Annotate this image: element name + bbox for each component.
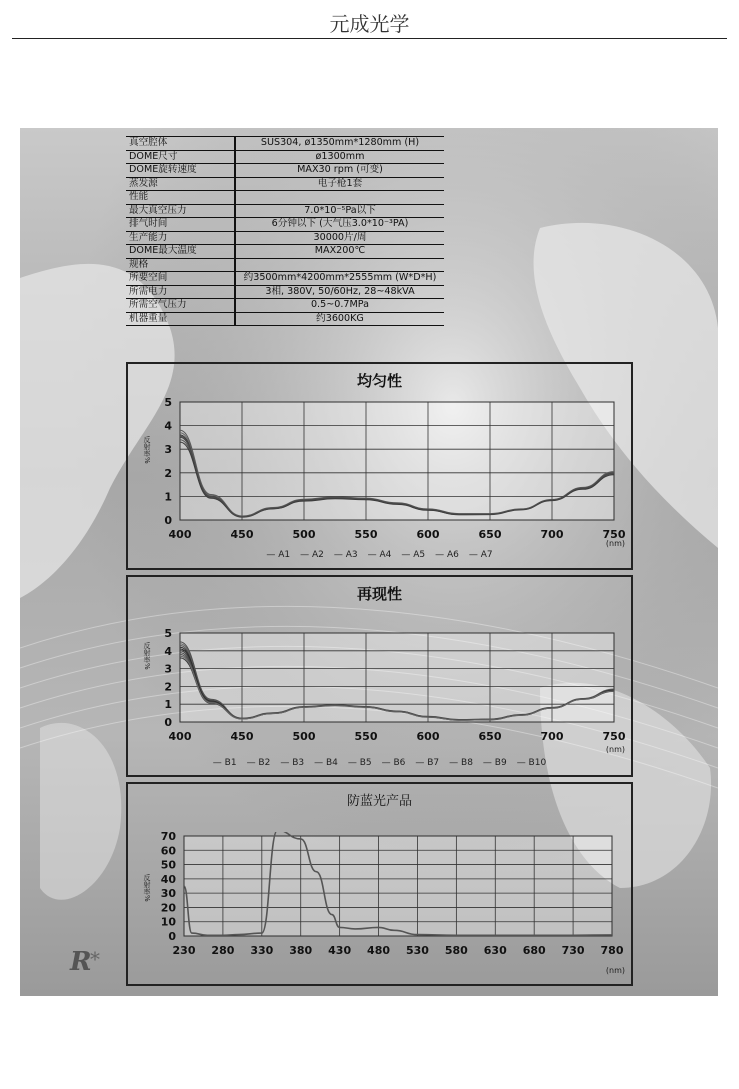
chart-panel-uniformity <box>126 362 633 570</box>
chart-unit: (nm) <box>605 745 625 754</box>
x-tick-label: 500 <box>292 730 316 743</box>
spec-key: 所需空气压力 <box>126 299 235 313</box>
x-tick-label: 430 <box>328 944 352 957</box>
table-row <box>126 177 444 191</box>
spec-key: 性能 <box>126 191 235 205</box>
y-tick-label: 0 <box>168 930 176 943</box>
spec-table <box>126 136 444 326</box>
chart-ylabel: 反射率% <box>143 436 151 464</box>
chart-ylabel: 反射率% <box>143 642 151 670</box>
x-tick-label: 750 <box>602 528 626 541</box>
x-tick-label: 550 <box>354 730 378 743</box>
y-tick-label: 20 <box>160 901 176 915</box>
chart-ylabel: 反射率% <box>143 874 151 902</box>
spec-value: 7.0*10⁻⁵Pa以下 <box>235 204 444 218</box>
spec-key: 机器重量 <box>126 312 235 326</box>
spec-key: 排气时间 <box>126 218 235 232</box>
spec-key: 蒸发源 <box>126 177 235 191</box>
chart-panel-reproducibility <box>126 575 633 777</box>
spec-value <box>235 191 444 205</box>
y-tick-label: 3 <box>164 443 172 457</box>
x-tick-label: 500 <box>292 528 316 541</box>
y-tick-label: 0 <box>164 716 172 729</box>
reproducibility-chart <box>128 577 631 775</box>
y-tick-label: 2 <box>164 466 172 480</box>
table-row <box>126 258 444 272</box>
table-row <box>126 231 444 245</box>
table-row <box>126 245 444 259</box>
table-row <box>126 299 444 313</box>
x-tick-label: 400 <box>168 528 192 541</box>
x-tick-label: 730 <box>561 944 585 957</box>
chart-title: 防蓝光产品 <box>346 794 412 809</box>
x-tick-label: 280 <box>211 944 235 957</box>
legend-item: — A1 <box>266 550 291 560</box>
spec-value: 约3600KG <box>235 312 444 326</box>
chart-legend <box>128 550 631 560</box>
spec-value: 30000片/周 <box>235 231 444 245</box>
y-tick-label: 1 <box>164 698 172 712</box>
spec-value: 3相, 380V, 50/60Hz, 28~48kVA <box>235 285 444 299</box>
spec-value: 0.5~0.7MPa <box>235 299 444 313</box>
spec-value: 6分钟以下 (大气压3.0*10⁻³PA) <box>235 218 444 232</box>
x-tick-label: 580 <box>444 944 468 957</box>
plot-area <box>180 402 614 520</box>
svg-text:R: R <box>70 947 92 977</box>
legend-item: — A7 <box>468 550 493 560</box>
svg-text:*: * <box>90 947 100 971</box>
y-tick-label: 30 <box>160 887 176 901</box>
spec-key: 最大真空压力 <box>126 204 235 218</box>
legend-item: — B3 <box>280 758 305 768</box>
chart-title: 再现性 <box>356 585 402 603</box>
chart-unit: (nm) <box>605 966 625 975</box>
legend-item: — B1 <box>212 758 237 768</box>
y-tick-label: 4 <box>164 644 172 658</box>
x-tick-label: 480 <box>367 944 391 957</box>
y-tick-label: 10 <box>160 915 176 929</box>
spec-key: DOME最大温度 <box>126 245 235 259</box>
table-row <box>126 137 444 151</box>
x-tick-label: 700 <box>540 730 564 743</box>
y-tick-label: 5 <box>164 627 172 640</box>
table-row <box>126 164 444 178</box>
x-tick-label: 750 <box>602 730 626 743</box>
header-title: 元成光学 <box>329 12 410 36</box>
table-row <box>126 285 444 299</box>
y-tick-label: 40 <box>160 872 176 886</box>
y-tick-label: 0 <box>164 514 172 527</box>
chart-legend <box>128 758 631 768</box>
x-tick-label: 530 <box>405 944 429 957</box>
brand-logo <box>68 940 118 980</box>
spec-key: 所需电力 <box>126 285 235 299</box>
y-tick-label: 4 <box>164 419 172 433</box>
table-row <box>126 312 444 326</box>
spec-value: ø1300mm <box>235 150 444 164</box>
spec-value: 约3500mm*4200mm*2555mm (W*D*H) <box>235 272 444 286</box>
legend-item: — B2 <box>246 758 271 768</box>
x-tick-label: 650 <box>478 528 502 541</box>
legend-item: — A6 <box>435 550 459 560</box>
spec-key: DOME尺寸 <box>126 150 235 164</box>
x-tick-label: 600 <box>416 730 440 743</box>
chart-unit: (nm) <box>605 539 625 548</box>
y-tick-label: 5 <box>164 396 172 409</box>
x-tick-label: 380 <box>289 944 313 957</box>
x-tick-label: 230 <box>172 944 196 957</box>
chart-title: 均匀性 <box>356 372 402 390</box>
legend-item: — A3 <box>333 550 358 560</box>
spec-value <box>235 258 444 272</box>
spec-value: SUS304, ø1350mm*1280mm (H) <box>235 137 444 151</box>
table-row <box>126 191 444 205</box>
x-tick-label: 780 <box>600 944 624 957</box>
spec-value: 电子枪1套 <box>235 177 444 191</box>
x-tick-label: 330 <box>250 944 274 957</box>
chart-panel-blue-light <box>126 782 633 986</box>
spec-key: 所要空间 <box>126 272 235 286</box>
x-tick-label: 450 <box>230 528 254 541</box>
legend-item: — B8 <box>449 758 473 768</box>
x-tick-label: 680 <box>522 944 546 957</box>
spec-key: 生产能力 <box>126 231 235 245</box>
y-tick-label: 50 <box>160 858 176 872</box>
legend-item: — B5 <box>347 758 372 768</box>
x-tick-label: 650 <box>478 730 502 743</box>
legend-item: — A4 <box>367 550 392 560</box>
y-tick-label: 3 <box>164 662 172 676</box>
legend-item: — B9 <box>482 758 507 768</box>
legend-item: — B7 <box>415 758 440 768</box>
table-row <box>126 150 444 164</box>
spec-key: DOME旋转速度 <box>126 164 235 178</box>
blue-light-chart <box>128 784 631 984</box>
spec-key: 规格 <box>126 258 235 272</box>
table-row <box>126 272 444 286</box>
header-rule <box>12 38 727 39</box>
legend-item: — A2 <box>300 550 324 560</box>
y-tick-label: 2 <box>164 680 172 694</box>
spec-value: MAX30 rpm (可变) <box>235 164 444 178</box>
x-tick-label: 400 <box>168 730 192 743</box>
y-tick-label: 70 <box>160 830 176 843</box>
x-tick-label: 450 <box>230 730 254 743</box>
spec-value: MAX200℃ <box>235 245 444 259</box>
legend-item: — B6 <box>381 758 406 768</box>
table-row <box>126 204 444 218</box>
legend-item: — B10 <box>516 758 547 768</box>
plot-area <box>184 836 612 936</box>
x-tick-label: 550 <box>354 528 378 541</box>
uniformity-chart <box>128 364 631 568</box>
x-tick-label: 630 <box>483 944 507 957</box>
product-poster <box>20 128 718 996</box>
legend-item: — A5 <box>401 550 426 560</box>
x-tick-label: 600 <box>416 528 440 541</box>
legend-item: — B4 <box>314 758 338 768</box>
x-tick-label: 700 <box>540 528 564 541</box>
y-tick-label: 60 <box>160 844 176 858</box>
y-tick-label: 1 <box>164 490 172 504</box>
spec-key: 真空腔体 <box>126 137 235 151</box>
page-header <box>0 0 739 40</box>
table-row <box>126 218 444 232</box>
